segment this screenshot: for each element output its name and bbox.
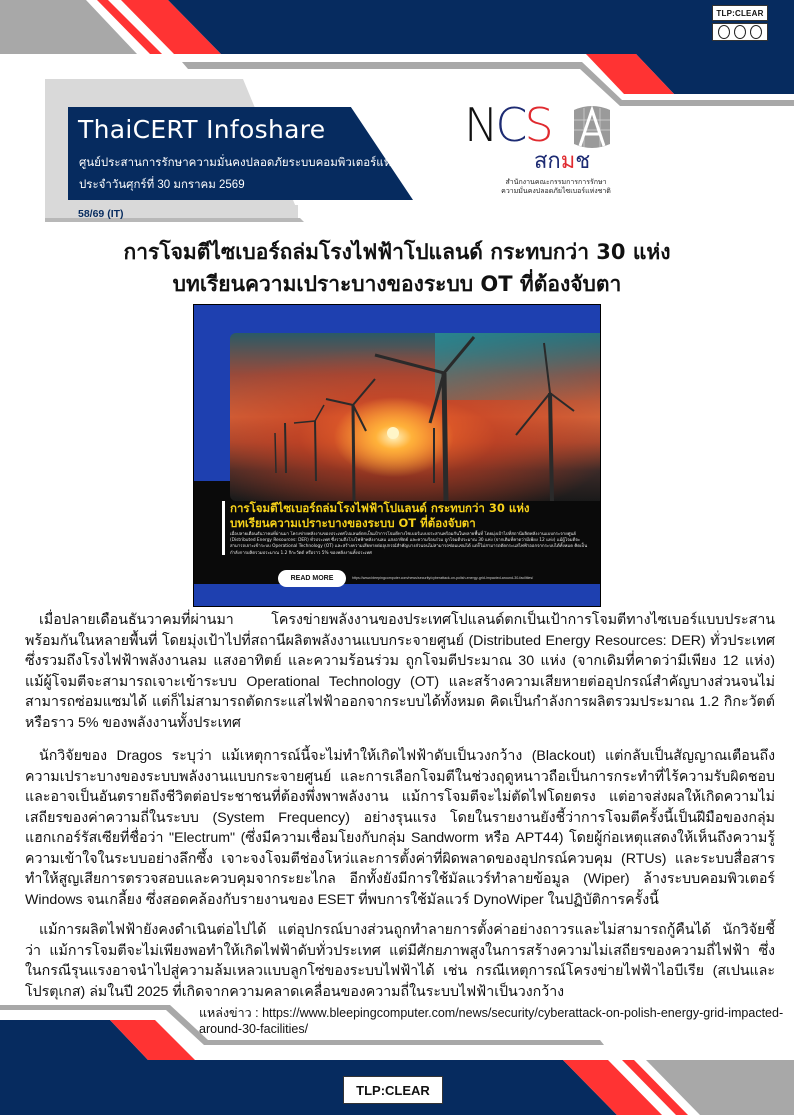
article-paragraph-2: นักวิจัยของ Dragos ระบุว่า แม้เหตุการณ์นี้จะไม่ทำให้เกิดไฟฟ้าดับเป็นวงกว้าง (Blackout) แต่กลับเป็นสัญญาณเตือนถึงความเปราะบางของระบบพลังงานแบบกระจายศูนย์ และการเลือกโจมตีในช่วงฤดูหนาวถือเป็นการกระทำที่ไร้ความรับผิดชอบและอาจเป็นอันตรายถึงชีวิตต่อประชาชนที่ต้องพึ่งพาพลังงาน แม้การโจมตีจะไม่ตัดไฟโดยตรง แต่อาจส่งผลให้เกิดความไม่เสถียรของค่าความถี่ในระบบ (System Frequency) อย่างรุนแรง โดยในรายงานยังชี้ว่าการโจมตีครั้งนี้เป็นฝีมือของกลุ่มแฮกเกอร์รัสเซียที่ชื่อว่า "Electrum" (ซึ่งมีความเชื่อมโยงกับกลุ่ม Sandworm หรือ APT44) โดยผู้ก่อเหตุแสดงให้เห็นถึงความรู้ความเข้าใจในระบบอย่างลึกซึ้ง เจาะจงโจมตีช่องโหว่และการตั้งค่าที่ผิดพลาดของอุปกรณ์ควบคุม (RTUs) และระบบสื่อสาร ทำให้สูญเสียการตรวจสอบและควบคุมจากระยะไกล อีกทั้งยังมีการใช้มัลแวร์ทำลายข้อมูล (Wiper) ล้างระบบคอมพิวเตอร์ Windows จนเกลี้ยง ซึ่งสอดคล้องกับรายงานของ ESET ที่พบการใช้มัลแวร์ DynoWiper ในปฏิบัติการครั้งนี้ <box>25 748 775 908</box>
ncsa-thai-abbr: สกมช <box>534 149 591 174</box>
hero-url: https://www.bleepingcomputer.com/news/security/cyberattack-on-polish-energy-grid-impacted-around-30-facilities/ <box>352 576 534 580</box>
hero-summary: เมื่อปลายเดือนธันวาคมที่ผ่านมา โครงข่ายพลังงานของประเทศโปแลนด์ตกเป็นเป้าการโจมตีทางไซเบอร์แบบประสานพร้อมกันในหลายพื้นที่ โดยมุ่งเป้าไปที่สถานีผลิตพลังงานแบบกระจายศูนย์ (Distributed Energy Resources: DER) ทั่วประเทศ ซึ่งรวมถึงโรงไฟฟ้าพลังงานลม แสงอาทิตย์ และความร้อนร่วม ถูกโจมตีประมาณ 30 แห่ง (จากเดิมที่คาดว่ามีเพียง 12 แห่ง) แม้ผู้โจมตีจะสามารถเจาะเข้าระบบ Operational Technology (OT) และสร้างความเสียหายต่ออุปกรณ์สำคัญบางส่วนจนไม่สามารถซ่อมแซมได้ แต่ก็ไม่สามารถตัดกระแสไฟฟ้าออกจากระบบได้ทั้งหมด คิดเป็นกำลังการผลิตรวมประมาณ 1.2 กิกะวัตต์ หรือราว 5% ของพลังงานทั้งประเทศ <box>230 532 588 556</box>
article-paragraph-1: เมื่อปลายเดือนธันวาคมที่ผ่านมา โครงข่ายพลังงานของประเทศโปแลนด์ตกเป็นเป้าการโจมตีทางไซเบอร์แบบประสานพร้อมกันในหลายพื้นที่ โดยมุ่งเป้าไปที่สถานีผลิตพลังงานแบบกระจายศูนย์ (Distributed Energy Resources: DER) ทั่วประเทศ ซึ่งรวมถึงโรงไฟฟ้าพลังงานลม แสงอาทิตย์ และความร้อนร่วม ถูกโจมตีประมาณ 30 แห่ง (จากเดิมที่คาดว่ามีเพียง 12 แห่ง) แม้ผู้โจมตีจะสามารถเจาะเข้าระบบ Operational Technology (OT) และสร้างความเสียหายต่ออุปกรณ์สำคัญบางส่วนจนไม่สามารถซ่อมแซมได้ แต่ก็ไม่สามารถตัดกระแสไฟฟ้าออกจากระบบได้ทั้งหมด คิดเป็นกำลังการผลิตรวมประมาณ 1.2 กิกะวัตต์ หรือราว 5% ของพลังงานทั้งประเทศ <box>25 612 775 731</box>
tlp-indicator-lights <box>712 23 768 41</box>
footer-navy-band <box>0 1060 617 1115</box>
shield-a-icon <box>572 104 612 150</box>
ncsa-caption: สำนักงานคณะกรรมการการรักษา ความมั่นคงปลอดภัยไซเบอร์แห่งชาติ <box>501 179 611 195</box>
tlp-light-icon <box>734 25 746 39</box>
ncsa-logo <box>464 98 611 200</box>
header-gray-shape <box>0 0 137 54</box>
article-paragraph-3: แม้การผลิตไฟฟ้ายังคงดำเนินต่อไปได้ แต่อุปกรณ์บางส่วนถูกทำลายการตั้งค่าอย่างถาวรและไม่สามารถกู้คืนได้ นักวิจัยชี้ว่า แม้การโจมตีจะไม่เพียงพอทำให้เกิดไฟฟ้าดับทั่วประเทศ แต่มีศักยภาพสูงในการสร้างความไม่เสถียรของความถี่ไฟฟ้า ซึ่งในกรณีรุนแรงอาจนำไปสู่ความล้มเหลวแบบลูกโซ่ของระบบไฟฟ้าได้ เช่น กรณีเหตุการณ์โครงข่ายไฟฟ้าไอบีเรีย (สเปนและโปรตุเกส) ล่มในปี 2025 ที่เกิดจากความคลาดเคลื่อนของความถี่ในระบบไฟฟ้าเป็นวงกว้าง <box>25 922 775 1000</box>
article-headline: การโจมตีไซเบอร์ถล่มโรงไฟฟ้าโปแลนด์ กระทบกว่า 30 แห่ง บทเรียนความเปราะบางของระบบ OT ที่ต้องจับตา <box>123 240 671 296</box>
header-navy-band <box>168 0 794 94</box>
source-link[interactable]: https://www.bleepingcomputer.com/news/security/cyberattack-on-polish-energy-grid-impacted-around-30-facilities/ <box>199 1006 784 1036</box>
tlp-light-icon <box>750 25 762 39</box>
publication-subtitle: ศูนย์ประสานการรักษาความมั่นคงปลอดภัยระบบคอมพิวเตอร์แห่งชาติ <box>79 157 419 169</box>
hero-image <box>193 304 601 607</box>
wind-turbine-icon <box>230 333 601 501</box>
read-more-button: READ MORE <box>278 570 346 587</box>
tlp-label-bottom: TLP:CLEAR <box>343 1076 443 1104</box>
ncsa-wordmark: NCS <box>464 98 551 152</box>
tlp-light-icon <box>718 25 730 39</box>
tlp-label-top: TLP:CLEAR <box>712 5 768 21</box>
publication-title: ThaiCERT Infoshare <box>78 115 326 144</box>
hero-headline: การโจมตีไซเบอร์ถล่มโรงไฟฟ้าโปแลนด์ กระทบกว่า 30 แห่ง บทเรียนความเปราะบางของระบบ OT ที่ต้องจับตา <box>230 501 530 530</box>
publication-date: ประจำวันศุกร์ที่ 30 มกราคม 2569 <box>79 179 245 191</box>
news-source <box>199 1005 789 1037</box>
wind-turbines-sunset-photo <box>230 333 601 501</box>
issue-number: 58/69 (IT) <box>78 208 124 220</box>
source-label: แหล่งข่าว : <box>199 1006 263 1020</box>
